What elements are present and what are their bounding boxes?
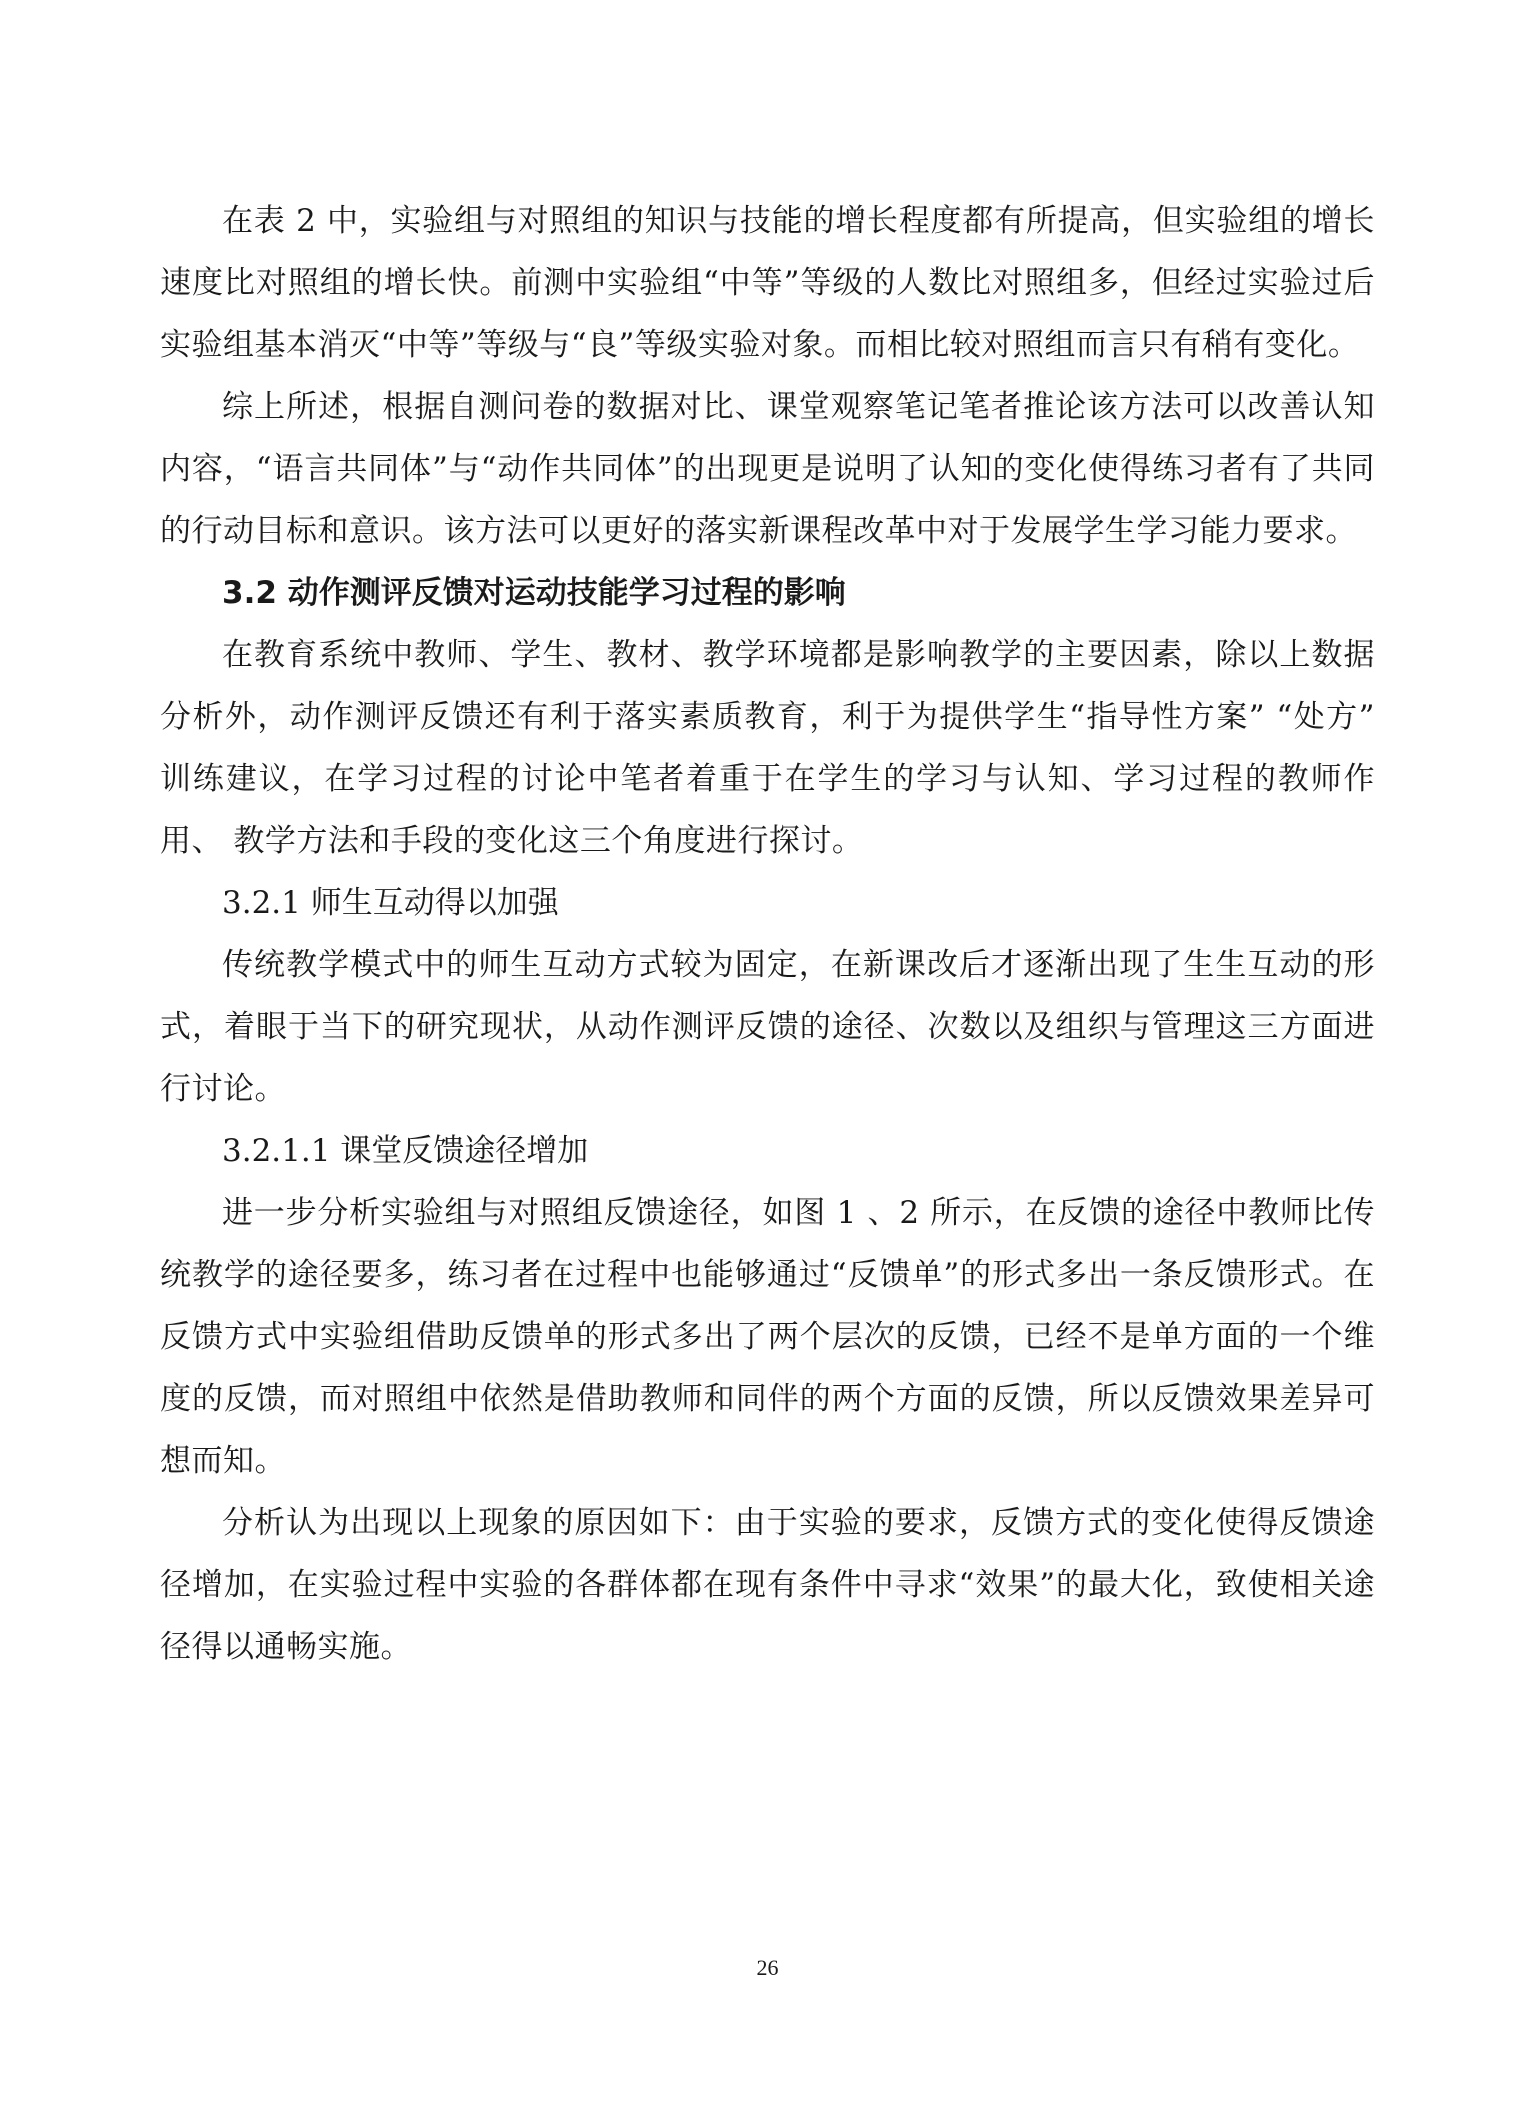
section-heading-3-2: 3.2 动作测评反馈对运动技能学习过程的影响 xyxy=(222,575,846,611)
paragraph-education-system: 在教育系统中教师、学生、教材、教学环境都是影响教学的主要因素，除以上数据 分析外，动作测评反馈还有利于落实素质教育，利于为提供学生“指导性方案” “处方” 训练建议，在学习过程的讨论中笔者着重于在学生的学习与认知、学习过程的教师作用、 教学方法和手段的变化这三个角度进行探讨。 xyxy=(160,637,1375,859)
paragraph-table2-analysis: 在表 2 中，实验组与对照组的知识与技能的增长程度都有所提高，但实验组的增长速度比对照组的增长快。前测中实验组“中等”等级的人数比对照组多，但经过实验过后实验组基本消灭“中等”等级与“良”等级实验对象。而相比较对照组而言只有稍有变化。 xyxy=(160,203,1375,363)
page-content xyxy=(160,190,1375,1678)
paragraph-feedback-paths: 进一步分析实验组与对照组反馈途径，如图 1 、2 所示，在反馈的途径中教师比传统教学的途径要多，练习者在过程中也能够通过“反馈单”的形式多出一条反馈形式。在反馈方式中实验组借助反馈单的形式多出了两个层次的反馈，已经不是单方面的一个维度的反馈，而对照组中依然是借助教师和同伴的两个方面的反馈，所以反馈效果差异可想而知。 xyxy=(160,1195,1375,1479)
section-heading-3-2-1-1: 3.2.1.1 课堂反馈途径增加 xyxy=(222,1133,589,1169)
paragraph-traditional-teaching: 传统教学模式中的师生互动方式较为固定，在新课改后才逐渐出现了生生互动的形式，着眼于当下的研究现状，从动作测评反馈的途径、次数以及组织与管理这三方面进行讨论。 xyxy=(160,947,1375,1107)
section-heading-3-2-1: 3.2.1 师生互动得以加强 xyxy=(222,885,559,921)
paragraph-summary: 综上所述，根据自测问卷的数据对比、课堂观察笔记笔者推论该方法可以改善认知内容，“语言共同体”与“动作共同体”的出现更是说明了认知的变化使得练习者有了共同的行动目标和意识。该方法可以更好的落实新课程改革中对于发展学生学习能力要求。 xyxy=(160,389,1375,549)
page-number: 26 xyxy=(756,1955,779,1980)
paragraph-reasons: 分析认为出现以上现象的原因如下：由于实验的要求，反馈方式的变化使得反馈途径增加，在实验过程中实验的各群体都在现有条件中寻求“效果”的最大化，致使相关途径得以通畅实施。 xyxy=(160,1505,1375,1665)
